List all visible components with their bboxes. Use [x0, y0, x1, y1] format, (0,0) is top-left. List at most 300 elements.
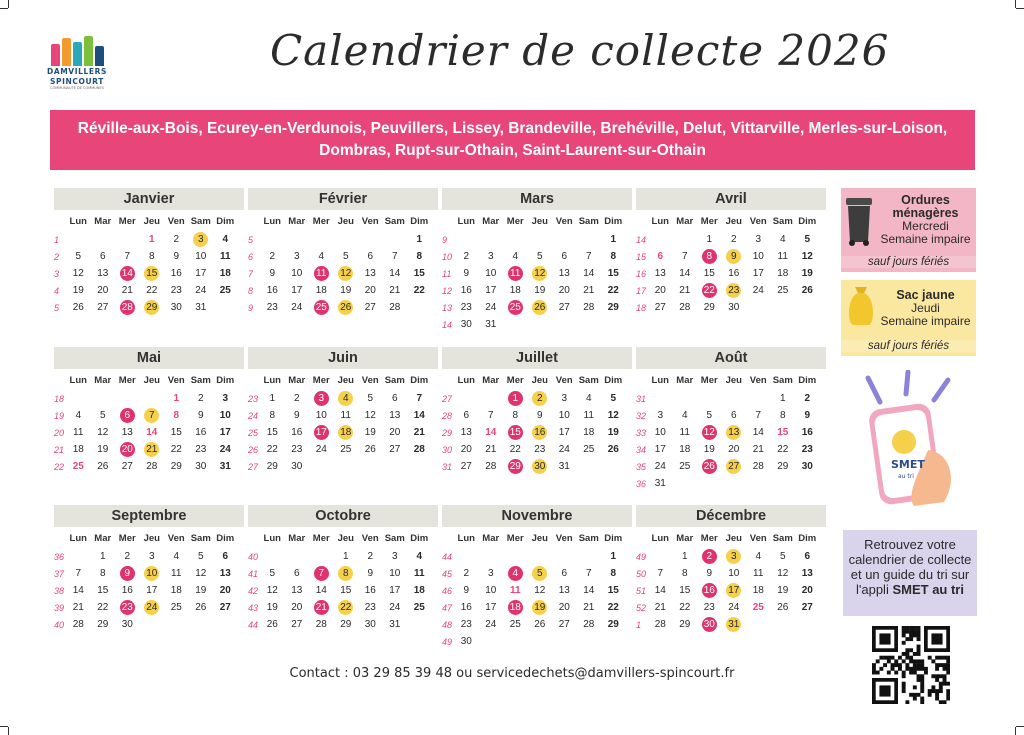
qr-module [939, 700, 943, 704]
day-cell: 17 [219, 427, 231, 438]
day-cell: 1 [173, 393, 180, 404]
day-cell: 18 [777, 268, 789, 279]
week-row [442, 231, 632, 248]
day-cell: 20 [460, 444, 472, 455]
day-cell [115, 390, 140, 407]
day-cell: 3 [755, 234, 762, 245]
day-cell: 31 [195, 302, 207, 313]
week-number: 37 [54, 568, 65, 579]
weekday-label: Lun [69, 374, 87, 386]
week-number: 45 [442, 568, 453, 579]
day-cell: 15 [97, 585, 109, 596]
collection-day-sac-jaune: 23 [722, 282, 747, 299]
day-cell: 7 [416, 393, 423, 404]
day-cell: 18 [413, 585, 425, 596]
day-cell: 10 [485, 268, 497, 279]
legend-om-day: Mercredi [902, 219, 949, 233]
week-number: 15 [636, 251, 647, 262]
day-cell: 25 [752, 602, 764, 613]
legend-om-freq: Semaine impaire [880, 232, 971, 246]
qr-module [913, 685, 917, 689]
week-row [636, 458, 826, 475]
day-cell: 16 [364, 585, 376, 596]
weekday-label: Mer [506, 215, 524, 227]
legend-sj-day: Jeudi [911, 301, 940, 315]
day-cell: 15 [266, 427, 278, 438]
week-number: 1 [636, 619, 642, 630]
day-cell [66, 548, 91, 565]
week-row [442, 441, 632, 458]
week-row [636, 424, 826, 441]
weekday-label: Mer [506, 374, 524, 386]
collection-day-ordures: 1 [503, 390, 528, 407]
week-row [442, 582, 632, 599]
week-row [248, 599, 438, 616]
day-cell: 1 [99, 551, 106, 562]
week-number: 51 [636, 585, 647, 596]
day-cell: 21 [752, 444, 764, 455]
day-cell: 2 [463, 251, 470, 262]
qr-module [902, 659, 906, 663]
weekday-header [442, 529, 632, 547]
week-number: 9 [442, 234, 448, 245]
day-cell: 16 [460, 602, 472, 613]
qr-finder [879, 633, 890, 644]
qr-module [883, 656, 887, 660]
week-number: 41 [248, 568, 259, 579]
week-row [442, 248, 632, 265]
day-cell: 20 [291, 602, 303, 613]
day-cell [673, 475, 698, 492]
day-cell: 10 [728, 568, 740, 579]
qr-module [879, 656, 883, 660]
week-number: 25 [248, 427, 259, 438]
collection-day-sac-jaune: 21 [140, 441, 165, 458]
day-cell: 6 [561, 251, 568, 262]
week-row [248, 407, 438, 424]
day-cell: 23 [460, 619, 472, 630]
qr-module [946, 659, 950, 663]
qr-module [928, 656, 932, 660]
week-row [54, 299, 244, 316]
day-cell: 16 [291, 427, 303, 438]
day-cell [648, 231, 673, 248]
week-row [636, 248, 826, 265]
weekday-label: Sam [384, 532, 405, 544]
weekday-header [636, 212, 826, 230]
week-number: 11 [442, 268, 452, 279]
day-cell: 12 [607, 410, 619, 421]
day-cell [552, 548, 577, 565]
week-number: 21 [54, 444, 65, 455]
weekday-label: Ven [749, 374, 767, 386]
weekday-label: Dim [604, 215, 623, 227]
day-cell: 12 [364, 410, 376, 421]
collection-day-sac-jaune: 30 [528, 458, 553, 475]
week-row [636, 599, 826, 616]
week-row [54, 582, 244, 599]
week-row [248, 582, 438, 599]
day-cell: 13 [558, 268, 570, 279]
day-cell: 7 [681, 251, 688, 262]
day-cell: 1 [610, 234, 617, 245]
qr-module [891, 656, 895, 660]
qr-module [909, 656, 913, 660]
day-cell: 19 [607, 427, 619, 438]
day-cell: 11 [413, 568, 425, 579]
qr-module [913, 626, 917, 630]
qr-module [920, 659, 924, 663]
day-cell: 28 [752, 461, 764, 472]
day-cell [358, 231, 383, 248]
day-cell: 29 [679, 619, 691, 630]
week-number: 3 [54, 268, 60, 279]
crop-mark [8, 727, 9, 735]
day-cell [66, 390, 91, 407]
month-block [442, 505, 632, 650]
week-number: 24 [248, 410, 259, 421]
collection-day-sac-jaune: 18 [334, 424, 359, 441]
collection-day-sac-jaune: 24 [140, 599, 165, 616]
day-cell: 9 [536, 410, 543, 421]
day-cell [334, 458, 359, 475]
day-cell: 13 [558, 585, 570, 596]
day-cell: 21 [72, 602, 84, 613]
day-cell [358, 458, 383, 475]
qr-module [905, 630, 909, 634]
day-cell: 5 [804, 234, 811, 245]
day-cell: 17 [389, 585, 401, 596]
collection-day-ordures: 14 [115, 265, 140, 282]
month-block [54, 347, 244, 475]
week-row [636, 565, 826, 582]
week-row [54, 248, 244, 265]
day-cell: 24 [195, 285, 207, 296]
day-cell: 3 [391, 551, 398, 562]
week-row [636, 231, 826, 248]
day-cell: 14 [583, 268, 595, 279]
qr-module [902, 652, 906, 656]
week-number: 10 [442, 251, 453, 262]
day-cell: 6 [561, 568, 568, 579]
qr-module [943, 700, 947, 704]
day-cell: 2 [463, 568, 470, 579]
weekday-label: Jeu [725, 374, 742, 386]
qr-module [917, 659, 921, 663]
week-number: 8 [248, 285, 254, 296]
day-cell: 27 [460, 461, 472, 472]
day-cell: 9 [197, 410, 204, 421]
weekday-label: Ven [361, 374, 379, 386]
day-cell [552, 316, 577, 333]
qr-module [902, 633, 906, 637]
weekday-label: Jeu [337, 215, 354, 227]
week-row [248, 441, 438, 458]
day-cell: 4 [318, 251, 325, 262]
qr-module [931, 659, 935, 663]
day-cell: 23 [170, 285, 182, 296]
weekday-label: Dim [410, 374, 429, 386]
qr-code[interactable] [872, 626, 950, 704]
collection-day-sac-jaune: 27 [722, 458, 747, 475]
collection-day-sac-jaune: 13 [722, 424, 747, 441]
yellow-bag-icon [845, 283, 877, 327]
week-number: 2 [54, 251, 60, 262]
collection-day-ordures: 22 [697, 282, 722, 299]
day-cell: 12 [72, 268, 84, 279]
day-cell: 15 [703, 268, 715, 279]
day-cell: 19 [534, 285, 546, 296]
day-cell: 17 [485, 602, 497, 613]
day-cell: 10 [219, 410, 231, 421]
month-block [442, 188, 632, 333]
logo-text-1: DAMVILLERS [47, 67, 107, 76]
day-cell [479, 390, 504, 407]
day-cell: 6 [293, 568, 300, 579]
week-row [442, 299, 632, 316]
weekday-label: Dim [604, 374, 623, 386]
day-cell [140, 616, 165, 633]
week-row [54, 599, 244, 616]
weekday-label: Mar [288, 532, 306, 544]
communes-banner: Réville-aux-Bois, Ecurey-en-Verdunois, Peuvillers, Lissey, Brandeville, Brehéville, Delut, Vittarville, Merles-sur-Loison, Dombras, Rupt-sur-Othain, Saint-Laurent-sur-Othain [50, 110, 975, 170]
month-block [636, 347, 826, 492]
day-cell: 8 [173, 410, 180, 421]
week-row [54, 407, 244, 424]
collection-day-ordures: 25 [309, 299, 334, 316]
week-row [54, 282, 244, 299]
day-cell: 26 [801, 285, 813, 296]
day-cell: 28 [654, 619, 666, 630]
day-cell: 22 [777, 444, 789, 455]
week-row [54, 441, 244, 458]
month-title: Mars [442, 188, 632, 210]
month-block [248, 347, 438, 475]
day-cell: 12 [97, 427, 109, 438]
qr-module [913, 697, 917, 701]
weekday-header [248, 371, 438, 389]
day-cell [601, 458, 626, 475]
day-cell: 21 [413, 427, 425, 438]
weekday-label: Mer [312, 532, 330, 544]
day-cell: 19 [801, 268, 813, 279]
day-cell: 6 [804, 551, 811, 562]
week-number: 43 [248, 602, 259, 613]
contact-line: Contact : 03 29 85 39 48 ou servicedechets@damvillers-spincourt.fr [289, 666, 735, 681]
collection-day-ordures: 30 [697, 616, 722, 633]
day-cell: 19 [364, 427, 376, 438]
day-cell: 14 [146, 427, 158, 438]
smet-text: Retrouvez votre calendrier de collecte et un guide du tri sur l'appli [848, 537, 972, 597]
day-cell: 29 [607, 302, 619, 313]
day-cell: 14 [485, 427, 497, 438]
collection-day-ordures: 25 [503, 299, 528, 316]
week-number: 18 [636, 302, 647, 313]
weekday-label: Lun [651, 532, 669, 544]
day-cell [407, 458, 432, 475]
day-cell [722, 390, 747, 407]
month-title: Février [248, 188, 438, 210]
day-cell [795, 616, 820, 633]
day-cell [140, 390, 165, 407]
week-row [54, 390, 244, 407]
collection-day-ordures: 4 [503, 565, 528, 582]
qr-module [917, 652, 921, 656]
day-cell [334, 231, 359, 248]
day-cell: 30 [195, 461, 207, 472]
qr-module [902, 689, 906, 693]
day-cell: 28 [146, 461, 158, 472]
day-cell: 27 [121, 461, 133, 472]
week-row [636, 299, 826, 316]
week-number: 27 [442, 393, 453, 404]
collection-day-sac-jaune: 8 [334, 565, 359, 582]
day-cell [673, 390, 698, 407]
day-cell [479, 633, 504, 650]
day-cell: 25 [170, 602, 182, 613]
day-cell: 25 [509, 619, 521, 630]
week-row [636, 265, 826, 282]
week-row [54, 458, 244, 475]
day-cell: 6 [730, 410, 737, 421]
trash-bin-icon [845, 194, 873, 246]
day-cell: 6 [99, 251, 106, 262]
month-block [248, 505, 438, 633]
week-number: 29 [442, 427, 453, 438]
weekday-label: Mer [118, 374, 136, 386]
weekday-label: Lun [651, 374, 669, 386]
qr-module [905, 637, 909, 641]
week-row [442, 407, 632, 424]
legend-om-title: Ordures ménagères [892, 193, 959, 220]
weekday-label: Sam [772, 532, 793, 544]
week-number: 4 [54, 285, 60, 296]
day-cell [454, 390, 479, 407]
day-cell: 28 [413, 444, 425, 455]
weekday-label: Sam [190, 532, 211, 544]
day-cell: 18 [219, 268, 231, 279]
collection-day-ordures: 21 [309, 599, 334, 616]
day-cell: 16 [266, 285, 278, 296]
day-cell [673, 231, 698, 248]
day-cell: 2 [293, 393, 300, 404]
day-cell: 11 [340, 410, 351, 421]
day-cell: 4 [512, 251, 519, 262]
qr-module [939, 685, 943, 689]
week-number: 49 [442, 636, 453, 647]
week-row [442, 633, 632, 650]
month-block [442, 347, 632, 475]
day-cell: 3 [657, 410, 664, 421]
collection-day-sac-jaune: 16 [528, 424, 553, 441]
day-cell: 10 [389, 568, 401, 579]
day-cell: 28 [389, 302, 401, 313]
collection-day-ordures: 3 [309, 390, 334, 407]
day-cell: 27 [97, 302, 109, 313]
collection-day-sac-jaune: 7 [140, 407, 165, 424]
collection-day-ordures: 6 [115, 407, 140, 424]
day-cell [285, 548, 310, 565]
day-cell: 15 [340, 585, 352, 596]
day-cell: 22 [607, 285, 619, 296]
collection-day-ordures: 11 [309, 265, 334, 282]
day-cell: 24 [558, 444, 570, 455]
week-number: 17 [636, 285, 647, 296]
day-cell [697, 475, 722, 492]
week-number: 48 [442, 619, 453, 630]
qr-module [920, 682, 924, 686]
day-cell: 21 [583, 602, 595, 613]
weekday-label: Mar [676, 532, 694, 544]
day-cell: 14 [654, 585, 666, 596]
day-cell: 5 [99, 410, 106, 421]
day-cell: 18 [72, 444, 84, 455]
day-cell: 24 [291, 302, 303, 313]
week-number: 46 [442, 585, 453, 596]
qr-module [946, 682, 950, 686]
day-cell: 1 [416, 234, 423, 245]
weekday-label: Ven [749, 532, 767, 544]
day-cell [66, 231, 91, 248]
collection-day-ordures: 9 [115, 565, 140, 582]
weekday-label: Jeu [531, 215, 548, 227]
day-cell: 19 [777, 585, 789, 596]
crop-mark [1016, 726, 1024, 727]
page-title: Calendrier de collecte 2026 [270, 26, 890, 75]
day-cell: 8 [269, 410, 276, 421]
qr-module [917, 626, 921, 630]
day-cell: 31 [219, 461, 231, 472]
day-cell: 4 [755, 551, 762, 562]
day-cell: 15 [607, 585, 619, 596]
day-cell: 22 [413, 285, 425, 296]
day-cell [746, 616, 771, 633]
weekday-label: Mer [312, 215, 330, 227]
collection-day-sac-jaune: 17 [722, 582, 747, 599]
day-cell: 10 [315, 410, 327, 421]
day-cell: 5 [367, 393, 374, 404]
day-cell: 24 [389, 602, 401, 613]
month-title: Décembre [636, 505, 826, 527]
qr-module [909, 659, 913, 663]
weekday-label: Mer [700, 374, 718, 386]
day-cell: 2 [367, 551, 374, 562]
day-cell: 28 [679, 302, 691, 313]
week-row [442, 390, 632, 407]
day-cell: 29 [170, 461, 182, 472]
day-cell: 23 [364, 602, 376, 613]
collection-day-ordures: 29 [503, 458, 528, 475]
day-cell: 22 [170, 444, 182, 455]
day-cell: 9 [706, 568, 713, 579]
day-cell [601, 633, 626, 650]
week-row [248, 390, 438, 407]
day-cell: 17 [291, 285, 303, 296]
day-cell: 18 [583, 427, 595, 438]
collection-day-sac-jaune: 29 [140, 299, 165, 316]
weekday-label: Ven [749, 215, 767, 227]
week-row [248, 548, 438, 565]
week-row [248, 299, 438, 316]
day-cell: 24 [315, 444, 327, 455]
day-cell: 9 [269, 268, 276, 279]
day-cell: 18 [752, 585, 764, 596]
smet-app-phone-icon [858, 370, 962, 508]
day-cell: 16 [170, 268, 182, 279]
legend-sj-title: Sac jaune [896, 288, 955, 302]
day-cell: 19 [97, 444, 109, 455]
weekday-label: Mer [312, 374, 330, 386]
